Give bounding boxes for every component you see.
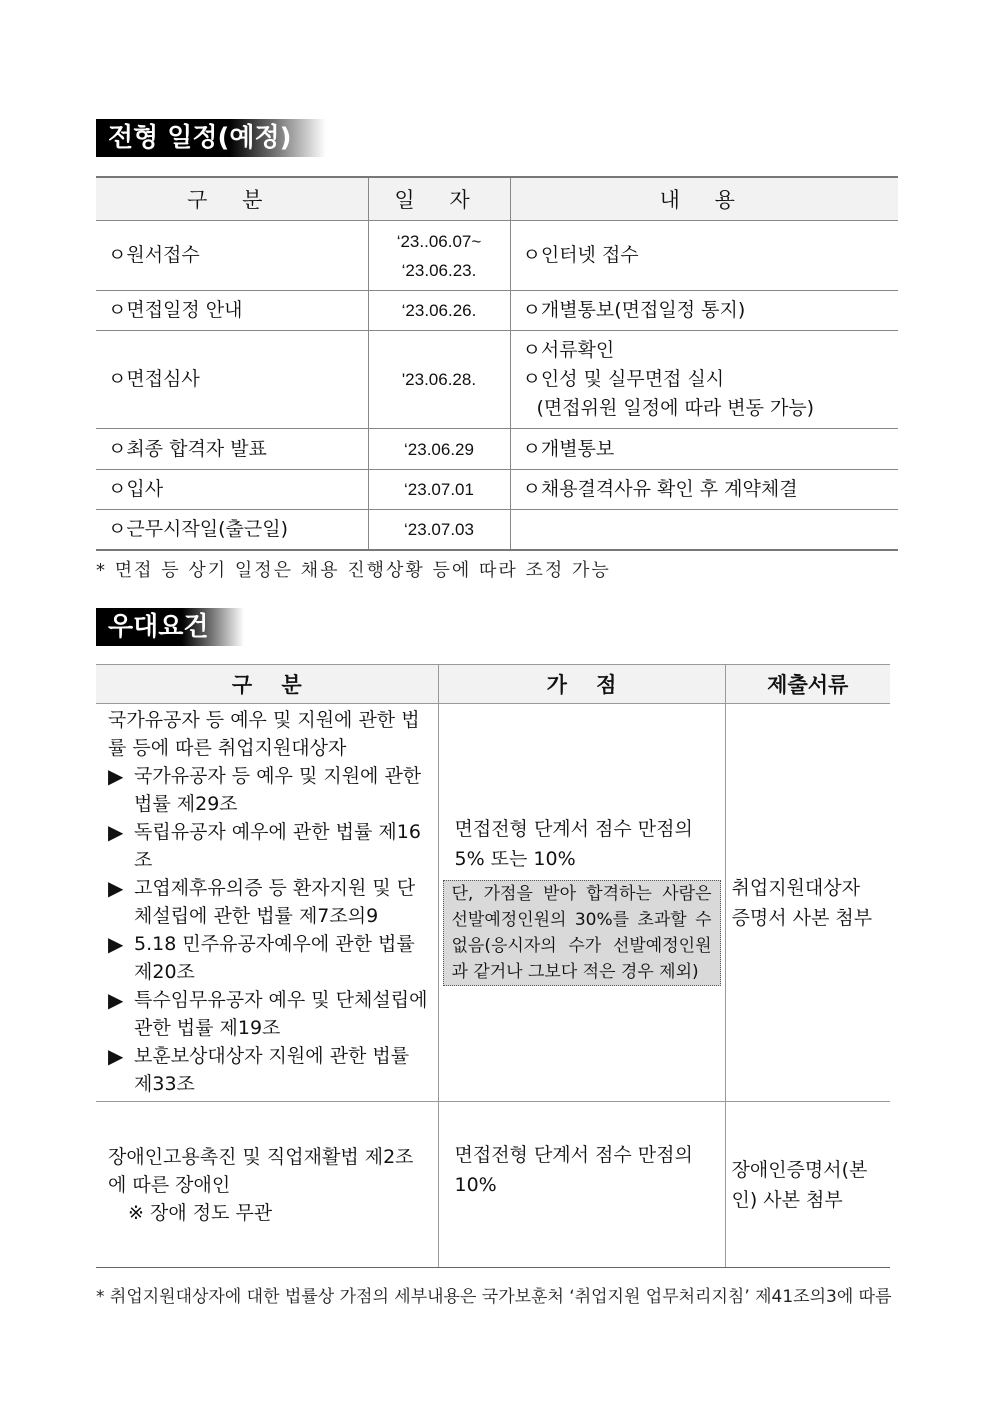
law-item — [108, 762, 430, 818]
header-date: 일 자 — [368, 177, 510, 221]
row-category: ㅇ최종 합격자 발표 — [96, 429, 368, 470]
row-content — [510, 470, 898, 510]
date-line: ‘23.06.23. — [401, 260, 477, 280]
bonus-note-box: 단, 가점을 받아 합격하는 사람은 선발예정인원의 30%를 초과할 수 없음(응시자의 수가 선발예정인원과 같거나 그보다 적은 경우 제외) — [443, 880, 721, 986]
row-category — [96, 704, 438, 1102]
law-item — [108, 986, 430, 1042]
table-row — [96, 470, 898, 510]
law-text: 독립유공자 예우에 관한 법률 제16조 — [134, 821, 421, 871]
triangle-bullet-icon: ▶ — [108, 1044, 124, 1068]
content-line: (면접위원 일정에 따라 변동 가능) — [536, 397, 815, 419]
date-line: ‘23.06.26. — [401, 301, 477, 320]
row-content — [510, 429, 898, 470]
content-line: ㅇ개별통보 — [522, 437, 615, 460]
row-date — [368, 221, 510, 291]
law-text: 보훈보상대상자 지원에 관한 법률 제33조 — [134, 1045, 410, 1095]
content-line: ㅇ서류확인 — [522, 339, 615, 361]
row-category: ㅇ근무시작일(출근일) — [96, 510, 368, 550]
header-category: 구 분 — [96, 177, 368, 221]
triangle-bullet-icon: ▶ — [108, 932, 124, 956]
row-content — [510, 221, 898, 291]
table-row — [96, 221, 898, 291]
law-text: 국가유공자 등 예우 및 지원에 관한 법률 제29조 — [134, 765, 422, 815]
date-line: ‘23.07.01 — [404, 480, 474, 499]
law-item — [108, 818, 430, 874]
content-line: ㅇ인성 및 실무면접 실시 — [522, 368, 725, 390]
table-row — [96, 429, 898, 470]
content-line: ㅇ개별통보(면접일정 통지) — [522, 299, 746, 321]
category-text: 장애인고용촉진 및 직업재활법 제2조에 따른 장애인 — [108, 1145, 414, 1196]
row-category: ㅇ면접심사 — [96, 331, 368, 429]
table-row — [96, 291, 898, 331]
table-row — [96, 331, 898, 429]
row-category: ㅇ면접일정 안내 — [96, 291, 368, 331]
preference-header-row — [96, 665, 890, 704]
row-bonus — [438, 1102, 725, 1268]
content-line: ㅇ채용결격사유 확인 후 계약체결 — [522, 478, 798, 500]
content-line: ㅇ인터넷 접수 — [522, 244, 639, 266]
law-text: 특수임무유공자 예우 및 단체설립에 관한 법률 제19조 — [134, 989, 428, 1039]
law-text: 5.18 민주유공자예우에 관한 법률 제20조 — [134, 933, 415, 983]
header-bonus: 가 점 — [438, 665, 725, 704]
row-category: ㅇ원서접수 — [96, 221, 368, 291]
law-item — [108, 1042, 430, 1098]
row-date — [368, 510, 510, 550]
header-content: 내 용 — [510, 177, 898, 221]
preference-table — [96, 664, 890, 1268]
row-content — [510, 291, 898, 331]
row-bonus — [438, 704, 725, 1102]
date-line: ‘23..06.07~ — [396, 231, 482, 251]
row-category: ㅇ입사 — [96, 470, 368, 510]
row-date — [368, 291, 510, 331]
triangle-bullet-icon: ▶ — [108, 820, 124, 844]
row-category — [96, 1102, 438, 1268]
category-intro: 국가유공자 등 예우 및 지원에 관한 법률 등에 따른 취업지원대상자 — [108, 709, 420, 759]
category-sub: ※ 장애 정도 무관 — [128, 1201, 273, 1224]
section-title-schedule: 전형 일정(예정) — [96, 119, 326, 157]
date-line: '23.06.28. — [401, 370, 477, 389]
law-text: 고엽제후유의증 등 환자지원 및 단체설립에 관한 법률 제7조의9 — [134, 877, 416, 927]
row-docs: 장애인증명서(본인) 사본 첨부 — [725, 1102, 890, 1268]
schedule-header-row — [96, 177, 898, 221]
table-row — [96, 510, 898, 550]
date-line: ‘23.07.03 — [404, 519, 474, 539]
row-docs: 취업지원대상자 증명서 사본 첨부 — [725, 704, 890, 1102]
law-item — [108, 930, 430, 986]
header-category: 구 분 — [96, 665, 438, 704]
date-line: ‘23.06.29 — [404, 439, 474, 459]
section-title-preference: 우대요건 — [96, 608, 244, 646]
schedule-note: * 면접 등 상기 일정은 채용 진행상황 등에 따라 조정 가능 — [96, 560, 611, 581]
preference-footnote: * 취업지원대상자에 대한 법률상 가점의 세부내용은 국가보훈처 ‘취업지원 업무처리지침’ 제41조의3에 따름 — [96, 1287, 892, 1307]
table-row — [96, 704, 890, 1102]
triangle-bullet-icon: ▶ — [108, 876, 124, 900]
row-date — [368, 331, 510, 429]
triangle-bullet-icon: ▶ — [108, 988, 124, 1012]
row-content — [510, 510, 898, 550]
row-date — [368, 429, 510, 470]
law-item — [108, 874, 430, 930]
row-content — [510, 331, 898, 429]
header-docs: 제출서류 — [725, 665, 890, 704]
row-date — [368, 470, 510, 510]
bonus-text: 면접전형 단계서 점수 만점의 5% 또는 10% — [454, 817, 693, 870]
bonus-text: 면접전형 단계서 점수 만점의 10% — [454, 1143, 693, 1196]
schedule-table — [96, 176, 898, 551]
triangle-bullet-icon: ▶ — [108, 764, 124, 788]
table-row — [96, 1102, 890, 1268]
